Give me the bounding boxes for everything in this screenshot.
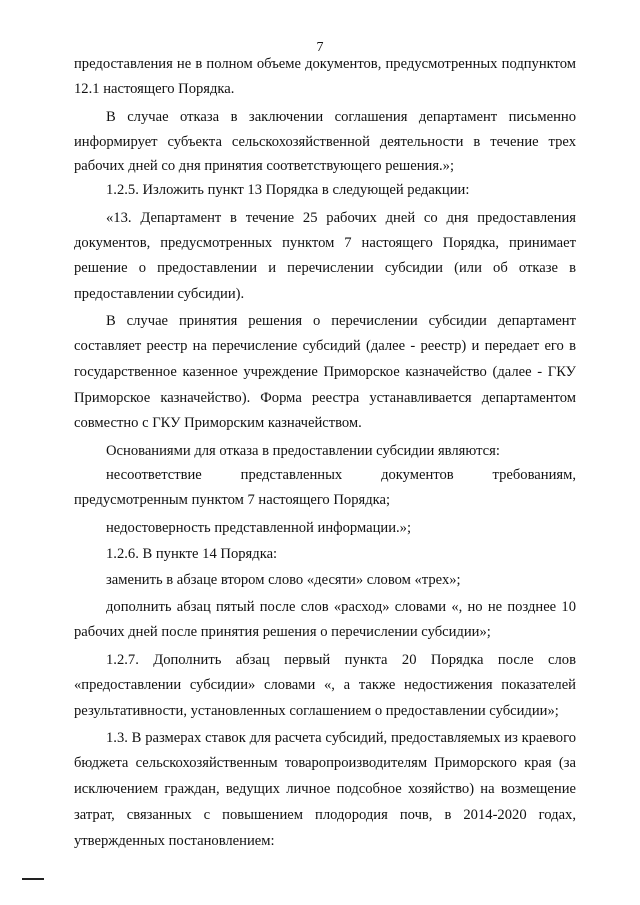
text-line: рабочих дней после принятия решения о перечислении субсидии»;	[74, 624, 491, 640]
text-line: 1.2.5. Изложить пункт 13 Порядка в следующей редакции:	[106, 182, 470, 198]
text-line: бюджета сельскохозяйственным товаропроизводителям Приморского края (за	[74, 755, 576, 771]
text-line: документов, предусмотренных пунктом 7 настоящего Порядка, принимает	[74, 235, 576, 251]
text-line: «предоставлении субсидии» словами «, а также недостижения показателей	[74, 677, 576, 693]
text-line: заменить в абзаце втором слово «десяти» словом «трех»;	[106, 572, 461, 588]
text-line: 1.2.7. Дополнить абзац первый пункта 20 Порядка после слов	[106, 652, 576, 668]
text-line: затрат, связанных с повышением плодородия почв, в 2014-2020 годах,	[74, 807, 576, 823]
text-line: государственное казенное учреждение Приморское казначейство (далее - ГКУ	[74, 364, 576, 380]
text-line: «13. Департамент в течение 25 рабочих дней со дня предоставления	[106, 210, 576, 226]
text-line: 12.1 настоящего Порядка.	[74, 81, 235, 97]
text-line: исключением граждан, ведущих личное подсобное хозяйство) на возмещение	[74, 781, 576, 797]
text-line: совместно с ГКУ Приморским казначейством.	[74, 415, 362, 431]
text-line: утвержденных постановлением:	[74, 833, 275, 849]
text-line: В случае отказа в заключении соглашения департамент письменно	[106, 109, 576, 125]
text-line: рабочих дней со дня принятия соответствующего решения.»;	[74, 158, 455, 174]
text-line: составляет реестр на перечисление субсидий (далее - реестр) и передает его в	[74, 338, 576, 354]
text-line: решение о предоставлении и перечислении субсидии (или об отказе в	[74, 260, 576, 276]
text-line: результативности, установленных соглашением о предоставлении субсидии»;	[74, 703, 559, 719]
text-line: несоответствие представленных документов требованиям,	[106, 467, 576, 483]
text-line: дополнить абзац пятый после слов «расход» словами «, но не позднее 10	[106, 599, 576, 615]
text-line: предоставления не в полном объеме документов, предусмотренных подпунктом	[74, 56, 576, 72]
text-line: В случае принятия решения о перечислении субсидии департамент	[106, 313, 576, 329]
page-number: 7	[316, 40, 324, 55]
text-line: 1.2.6. В пункте 14 Порядка:	[106, 546, 278, 562]
text-line: предусмотренным пунктом 7 настоящего Порядка;	[74, 492, 391, 508]
text-line: Приморское казначейство). Форма реестра устанавливается департаментом	[74, 390, 576, 406]
page-edge-mark	[22, 878, 44, 880]
text-line: Основаниями для отказа в предоставлении субсидии являются:	[106, 443, 500, 459]
text-line: 1.3. В размерах ставок для расчета субсидий, предоставляемых из краевого	[106, 730, 576, 746]
text-line: информирует субъекта сельскохозяйственной деятельности в течение трех	[74, 134, 576, 150]
text-line: предоставлении субсидии).	[74, 286, 245, 302]
text-line: недостоверность представленной информации.»;	[106, 520, 412, 536]
